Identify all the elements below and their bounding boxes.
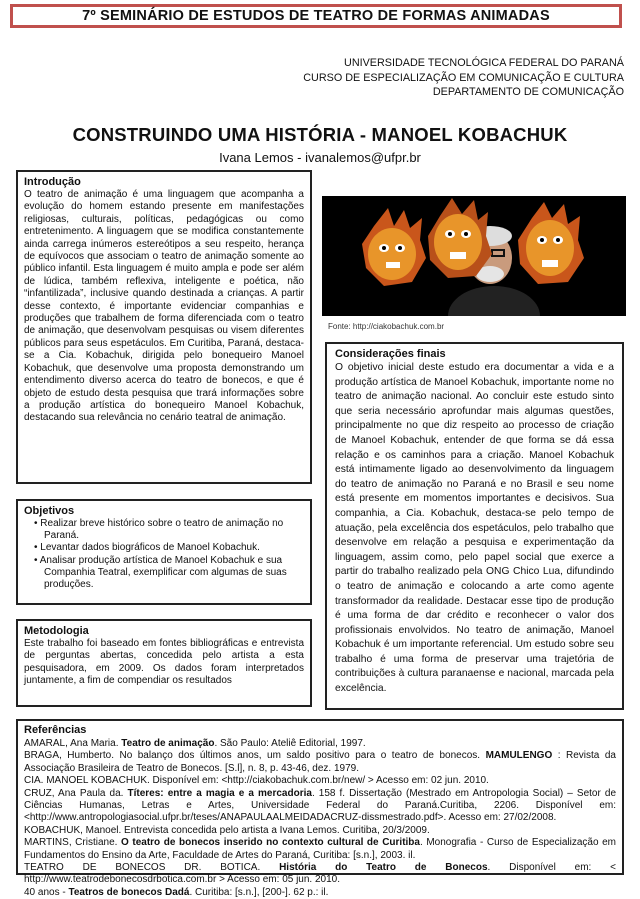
references-heading: Referências [24, 724, 87, 736]
methodology-text: Este trabalho foi baseado em fontes bibliográficas e entrevista de perguntas abertas, concedida pelo artista a esta pesquisadora, em 2009. Os dados foram interpretados juntamente, a fim de compendiar os resultados [24, 638, 304, 687]
references-list [24, 738, 616, 899]
reference-item: TEATRO DE BONECOS DR. BOTICA. História do Teatro de Bonecos. Disponível em: < http://www.teatrodebonecosdrbotica.com.br > Acesso em: 05 jun. 2010. [24, 862, 616, 886]
intro-text: O teatro de animação é uma linguagem que acompanha a evolução do homem estando presente em manifestações religiosas, culturais, políticas, pedagógicas ou como entretenimento. A linguagem que se modifica constantemente ainda carrega inúmeros estereótipos a seu respeito, herança de equívocos que associam o teatro de animação somente ao público infantil. Esta linguagem é muito ampla e pode ser além de lúdica, também reflexiva, inteligente e poética, não “infantilizada”, inclusive quando destinada a crianças. A partir desse contexto, é importante evidenciar companhias e produções que trabalhem de forma diferenciada com o teatro de animação, que desenvolvam pesquisas ou visem diferentes públicos para seus espetáculos. Em Curitiba, Paraná, destaca-se a Cia. Kobachuk, dirigida pelo bonequeiro Manoel Kobachuk, que desenvolve uma proposta demonstrando um entendimento diverso acerca do teatro de bonecos, e que é objeto de estudo desta pesquisa que trará informações sobre a produção artística do bonequeiro Manoel Kobachuk, destacando sua relevância no cenário teatral de animação. [24, 189, 304, 424]
reference-item: 40 anos - Teatros de bonecos Dadá. Curitiba: [s.n.], [200-]. 62 p.: il. [24, 886, 329, 898]
final-considerations-text: O objetivo inicial deste estudo era documentar a vida e a produção artística de Manoel Kobachuk, importante nome no teatro de animação nacional. Ao concluir este estudo sinto que seria necessário aprofundar mais algumas questões, principalmente no que diz respeito ao processo de criação de Manoel Kobachuk, entender de que forma se dá essa relação e os caminhos para a criação. Manoel Kobachuk está intimamente ligado ao desenvolvimento da linguagem do teatro de animação no Paraná e no Brasil e seu nome está presente em momentos importantes e decisivos. Sua companhia, a Cia. Kobachuk, destaca-se pelo tempo de atuação, pela excelência dos espetáculos, pelo trabalho que desenvolve em relação a pesquisa e experimentação da linguagem, assim como, pelo papel social que exerce a partir do trabalho realizado pela ONG Chico Lua, difundindo o teatro de animação e colocando a arte como agente transformador da realidade. Destacar esse tipo de produção é uma forma de dar crédito e reconhecer o valor dos profissionais envolvidos. No teatro de animação, Manoel Kobachuk é um importante referencial. Um estudo sobre seu trabalho é uma forma de preservar uma trajetória de contribuições à cultura paranaense e nacional, marcada pela excelência. [335, 362, 614, 695]
methodology-section [16, 619, 312, 707]
objectives-heading: Objetivos [24, 505, 75, 517]
banner [10, 4, 622, 28]
reference-item: AMARAL, Ana Maria. Teatro de animação. São Paulo: Ateliê Editorial, 1997. [24, 738, 366, 749]
institution-block [303, 56, 624, 100]
reference-item: CRUZ, Ana Paula da. Títeres: entre a magia e a mercadoria. 158 f. Dissertação (Mestrado em Antropologia Social) – Setor de Ciências Humanas, Letras e Artes, Universidade Federal do Paraná.Curitiba, 2206. Disponível em: <http://www.antropologiasocial.ufpr.br/teses/ANAPAULAALMEIDADACRUZ-dissmestrado.pdf>. Acesso em: 27/02/2008. [24, 787, 617, 824]
reference-item: MARTINS, Cristiane. O teatro de bonecos inserido no contexto cultural de Curitiba. Monografia - Curso de Especialização em Fundamentos do Ensino da Arte, Faculdade de Artes do Paraná, Curitiba: [s.n.], 2003. il. [24, 837, 617, 861]
reference-item: KOBACHUK, Manoel. Entrevista concedida pelo artista a Ivana Lemos. Curitiba, 20/3/2009. [24, 824, 430, 836]
final-considerations-heading: Considerações finais [335, 348, 446, 360]
references-section [16, 719, 624, 898]
poster-title: CONSTRUINDO UMA HISTÓRIA - MANOEL KOBACHUK [72, 124, 568, 145]
objective-item: • Analisar produção artística de Manoel Kobachuk e sua Companhia Teatral, exemplificar com algumas de suas produções. [34, 554, 287, 591]
author-line: Ivana Lemos - ivanalemos@ufpr.br [219, 150, 421, 165]
institution-line: DEPARTAMENTO DE COMUNICAÇÃO [432, 86, 624, 98]
intro-section [16, 170, 312, 484]
puppet-photo-illustration [322, 196, 626, 316]
photo-caption: Fonte: http://ciakobachuk.com.br [328, 322, 445, 331]
objectives-section [16, 499, 312, 605]
institution-line: UNIVERSIDADE TECNOLÓGICA FEDERAL DO PARANÁ [344, 57, 624, 69]
methodology-heading: Metodologia [24, 625, 89, 637]
institution-line: CURSO DE ESPECIALIZAÇÃO EM COMUNICAÇÃO E CULTURA [303, 71, 624, 84]
reference-item: CIA. MANOEL KOBACHUK. Disponível em: <http://ciakobachuk.com.br/new/ > Acesso em: 02 jun. 2010. [24, 775, 489, 787]
objectives-list [24, 518, 304, 591]
banner-title: 7º SEMINÁRIO DE ESTUDOS DE TEATRO DE FORMAS ANIMADAS [82, 8, 550, 24]
intro-heading: Introdução [24, 176, 81, 188]
reference-item: BRAGA, Humberto. No balanço dos últimos anos, um saldo positivo para o teatro de bonecos. MAMULENGO : Revista da Associação Brasileira de Teatro de Bonecos. [S.l], n. 8, p. 43-46, dez. 1979. [24, 750, 616, 774]
final-considerations-section [325, 342, 624, 710]
objective-item: • Realizar breve histórico sobre o teatro de animação no Paraná. [34, 518, 284, 542]
puppet-photo [322, 196, 626, 316]
objective-item: • Levantar dados biográficos de Manoel Kobachuk. [34, 542, 260, 554]
